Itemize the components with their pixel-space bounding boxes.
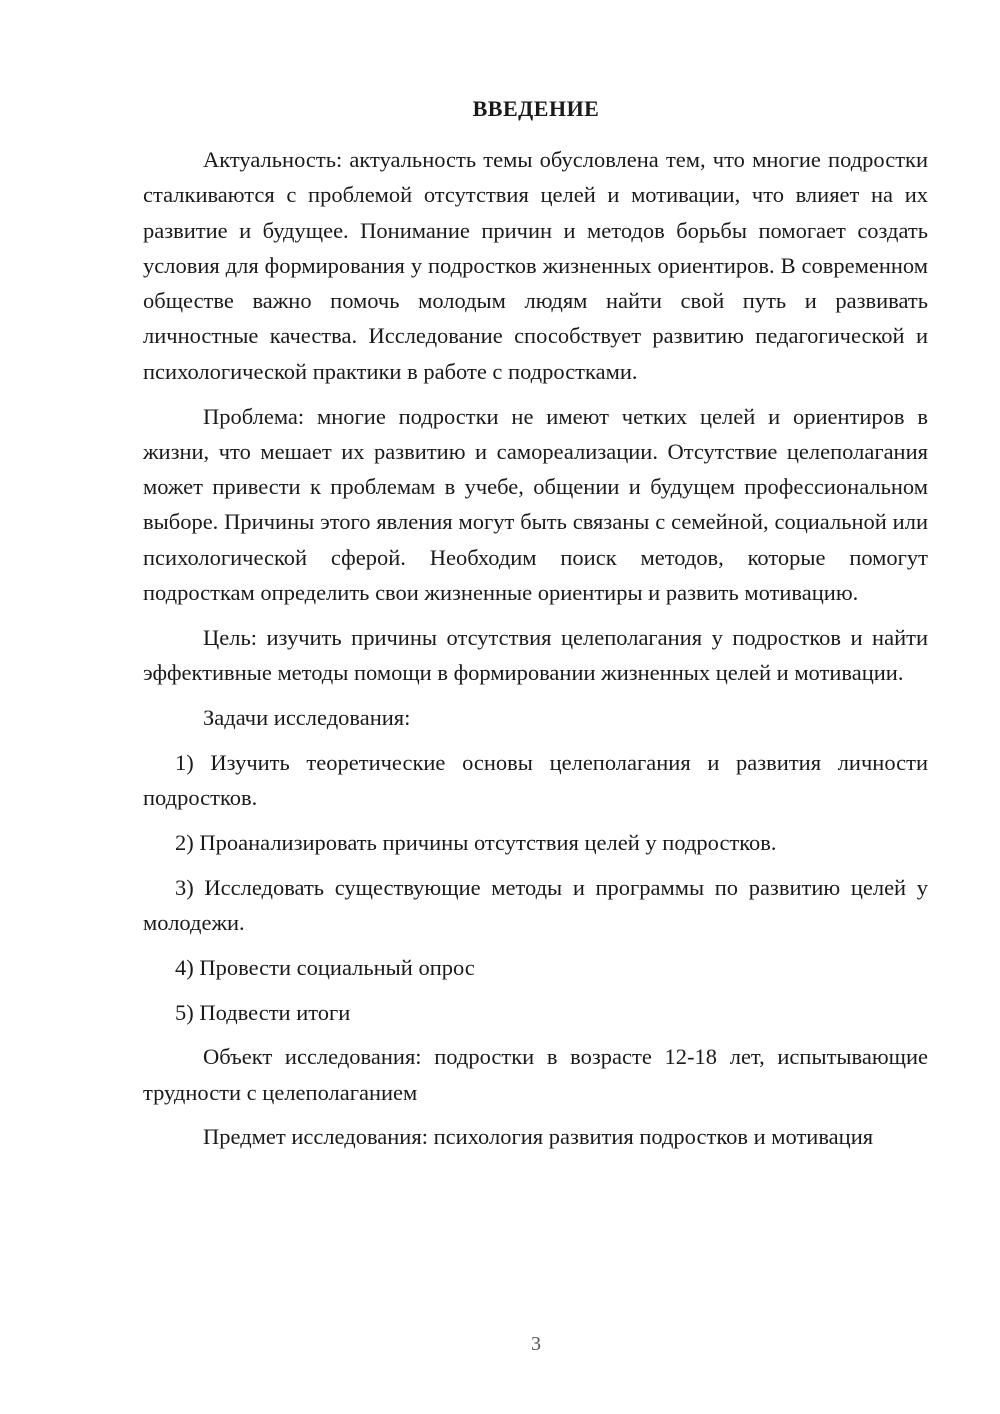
paragraph-relevance: Актуальность: актуальность темы обусловлена тем, что многие подростки сталкиваются с проблемой отсутствия целей и мотивации, что влияет на их развитие и будущее. Понимание причин и методов борьбы помогает создать условия для формирования у подростков жизненных ориентиров. В современном обществе важно помочь молодым людям найти свой путь и развивать личностные качества. Исследование способствует развитию педагогической и психологической практики в работе с подростками. (143, 147, 928, 384)
task-item: 5) Подвести итоги (175, 999, 351, 1025)
page-number: 3 (531, 1333, 541, 1355)
paragraph-tasks-heading: Задачи исследования: (203, 704, 411, 730)
task-item: 2) Проанализировать причины отсутствия целей у подростков. (175, 829, 777, 855)
task-item: 3) Исследовать существующие методы и программы по развитию целей у молодежи. (143, 874, 928, 935)
page-title: ВВЕДЕНИЕ (472, 96, 600, 121)
paragraph-problem: Проблема: многие подростки не имеют четких целей и ориентиров в жизни, что мешает их развитию и самореализации. Отсутствие целеполагания может привести к проблемам в учебе, общении и будущем профессиональном выборе. Причины этого явления могут быть связаны с семейной, социальной или психологической сферой. Необходим поиск методов, которые помогут подросткам определить свои жизненные ориентиры и развить мотивацию. (143, 403, 928, 606)
paragraph-object: Объект исследования: подростки в возрасте 12-18 лет, испытывающие трудности с целеполаганием (143, 1044, 928, 1105)
paragraph-subject: Предмет исследования: психология развития подростков и мотивация (203, 1124, 874, 1150)
task-item: 1) Изучить теоретические основы целеполагания и развития личности подростков. (143, 749, 928, 811)
task-item: 4) Провести социальный опрос (175, 954, 475, 980)
document-body (143, 142, 928, 1164)
paragraph-goal: Цель: изучить причины отсутствия целеполагания у подростков и найти эффективные методы помощи в формировании жизненных целей и мотивации. (143, 624, 928, 686)
